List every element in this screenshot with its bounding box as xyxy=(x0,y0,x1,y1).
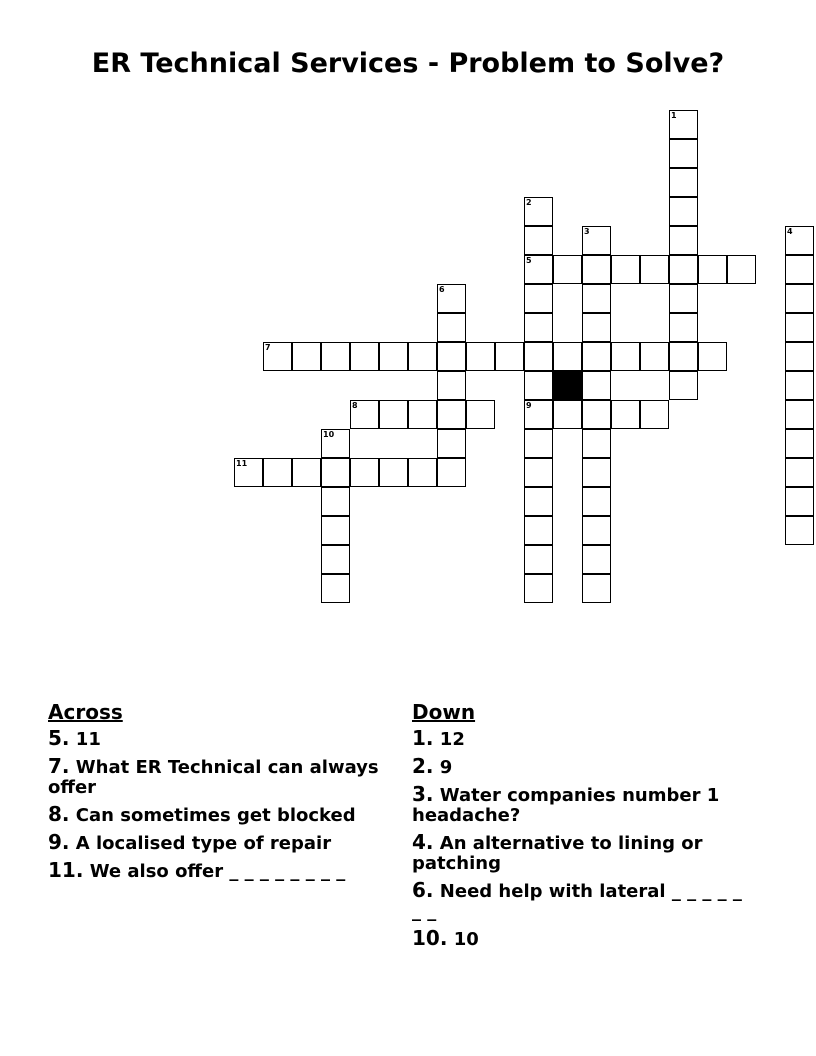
grid-cell[interactable] xyxy=(524,371,553,400)
grid-cell[interactable] xyxy=(582,342,611,371)
down-clue: 2. 9 xyxy=(412,754,453,778)
grid-cell[interactable] xyxy=(466,400,495,429)
grid-cell[interactable] xyxy=(437,458,466,487)
black-square xyxy=(553,371,582,400)
grid-cell[interactable] xyxy=(234,458,263,487)
grid-cell[interactable] xyxy=(640,342,669,371)
grid-cell[interactable] xyxy=(321,429,350,458)
clue-number: 10 xyxy=(323,430,335,439)
grid-cell[interactable] xyxy=(524,284,553,313)
grid-cell[interactable] xyxy=(263,458,292,487)
grid-cell[interactable] xyxy=(669,226,698,255)
grid-cell[interactable] xyxy=(582,429,611,458)
grid-cell[interactable] xyxy=(437,313,466,342)
clue-number: 11 xyxy=(236,459,248,468)
grid-cell[interactable] xyxy=(292,342,321,371)
grid-cell[interactable] xyxy=(785,371,814,400)
grid-cell[interactable] xyxy=(698,342,727,371)
grid-cell[interactable] xyxy=(669,168,698,197)
grid-cell[interactable] xyxy=(785,342,814,371)
clue-number: 4 xyxy=(787,227,793,236)
down-heading: Down xyxy=(412,700,476,724)
grid-cell[interactable] xyxy=(466,342,495,371)
grid-cell[interactable] xyxy=(524,574,553,603)
grid-cell[interactable] xyxy=(785,313,814,342)
grid-cell[interactable] xyxy=(408,400,437,429)
grid-cell[interactable] xyxy=(785,458,814,487)
grid-cell[interactable] xyxy=(669,110,698,139)
grid-cell[interactable] xyxy=(524,429,553,458)
across-clue: 11. We also offer _ _ _ _ _ _ _ _ xyxy=(48,858,346,882)
grid-cell[interactable] xyxy=(582,458,611,487)
grid-cell[interactable] xyxy=(437,284,466,313)
across-clue: 7. What ER Technical can always offer xyxy=(48,754,379,798)
grid-cell[interactable] xyxy=(524,458,553,487)
grid-cell[interactable] xyxy=(524,313,553,342)
grid-cell[interactable] xyxy=(495,342,524,371)
grid-cell[interactable] xyxy=(408,458,437,487)
grid-cell[interactable] xyxy=(553,255,582,284)
grid-cell[interactable] xyxy=(321,458,350,487)
grid-cell[interactable] xyxy=(321,487,350,516)
grid-cell[interactable] xyxy=(785,226,814,255)
grid-cell[interactable] xyxy=(553,400,582,429)
clue-number: 8 xyxy=(352,401,358,410)
grid-cell[interactable] xyxy=(669,197,698,226)
grid-cell[interactable] xyxy=(582,400,611,429)
grid-cell[interactable] xyxy=(379,342,408,371)
grid-cell[interactable] xyxy=(437,429,466,458)
grid-cell[interactable] xyxy=(785,516,814,545)
grid-cell[interactable] xyxy=(524,226,553,255)
across-clue: 8. Can sometimes get blocked xyxy=(48,802,356,826)
grid-cell[interactable] xyxy=(582,284,611,313)
grid-cell[interactable] xyxy=(669,255,698,284)
grid-cell[interactable] xyxy=(582,226,611,255)
clue-number: 7 xyxy=(265,343,271,352)
grid-cell[interactable] xyxy=(785,400,814,429)
grid-cell[interactable] xyxy=(263,342,292,371)
grid-cell[interactable] xyxy=(582,371,611,400)
grid-cell[interactable] xyxy=(524,487,553,516)
grid-cell[interactable] xyxy=(321,545,350,574)
grid-cell[interactable] xyxy=(321,516,350,545)
grid-cell[interactable] xyxy=(669,371,698,400)
grid-cell[interactable] xyxy=(321,574,350,603)
grid-cell[interactable] xyxy=(698,255,727,284)
clue-number: 9 xyxy=(526,401,532,410)
grid-cell[interactable] xyxy=(437,400,466,429)
grid-cell[interactable] xyxy=(727,255,756,284)
grid-cell[interactable] xyxy=(611,400,640,429)
grid-cell[interactable] xyxy=(640,255,669,284)
grid-cell[interactable] xyxy=(553,342,582,371)
down-clues xyxy=(412,700,752,956)
grid-cell[interactable] xyxy=(350,400,379,429)
across-clue: 5. 11 xyxy=(48,726,101,750)
clue-number: 1 xyxy=(671,111,677,120)
grid-cell[interactable] xyxy=(582,545,611,574)
grid-cell[interactable] xyxy=(379,400,408,429)
clue-number: 3 xyxy=(584,227,590,236)
grid-cell[interactable] xyxy=(350,458,379,487)
grid-cell[interactable] xyxy=(669,342,698,371)
across-heading: Across xyxy=(48,700,123,724)
grid-cell[interactable] xyxy=(524,545,553,574)
grid-cell[interactable] xyxy=(582,487,611,516)
clue-number: 5 xyxy=(526,256,532,265)
down-clue: 6. Need help with lateral _ _ _ _ _ _ _ xyxy=(412,878,742,922)
grid-cell[interactable] xyxy=(669,139,698,168)
grid-cell[interactable] xyxy=(524,197,553,226)
grid-cell[interactable] xyxy=(611,255,640,284)
grid-cell[interactable] xyxy=(292,458,321,487)
grid-cell[interactable] xyxy=(669,284,698,313)
page-title: ER Technical Services - Problem to Solve? xyxy=(91,48,725,79)
grid-cell[interactable] xyxy=(785,284,814,313)
down-clue: 3. Water companies number 1 headache? xyxy=(412,782,720,826)
clue-number: 2 xyxy=(526,198,532,207)
down-clue: 4. An alternative to lining or patching xyxy=(412,830,703,874)
grid-cell[interactable] xyxy=(379,458,408,487)
grid-cell[interactable] xyxy=(785,255,814,284)
grid-cell[interactable] xyxy=(785,487,814,516)
grid-cell[interactable] xyxy=(408,342,437,371)
grid-cell[interactable] xyxy=(321,342,350,371)
grid-cell[interactable] xyxy=(640,400,669,429)
grid-cell[interactable] xyxy=(524,516,553,545)
grid-cell[interactable] xyxy=(582,313,611,342)
grid-cell[interactable] xyxy=(582,255,611,284)
across-clues xyxy=(48,700,383,888)
grid-cell[interactable] xyxy=(437,371,466,400)
across-clue: 9. A localised type of repair xyxy=(48,830,332,854)
grid-cell[interactable] xyxy=(437,342,466,371)
grid-cell[interactable] xyxy=(785,429,814,458)
grid-cell[interactable] xyxy=(524,400,553,429)
grid-cell[interactable] xyxy=(524,342,553,371)
grid-cell[interactable] xyxy=(582,516,611,545)
grid-cell[interactable] xyxy=(669,313,698,342)
down-clue: 1. 12 xyxy=(412,726,465,750)
grid-cell[interactable] xyxy=(611,342,640,371)
grid-cell[interactable] xyxy=(524,255,553,284)
grid-cell[interactable] xyxy=(350,342,379,371)
grid-cell[interactable] xyxy=(582,574,611,603)
clue-number: 6 xyxy=(439,285,445,294)
down-clue: 10. 10 xyxy=(412,926,479,950)
